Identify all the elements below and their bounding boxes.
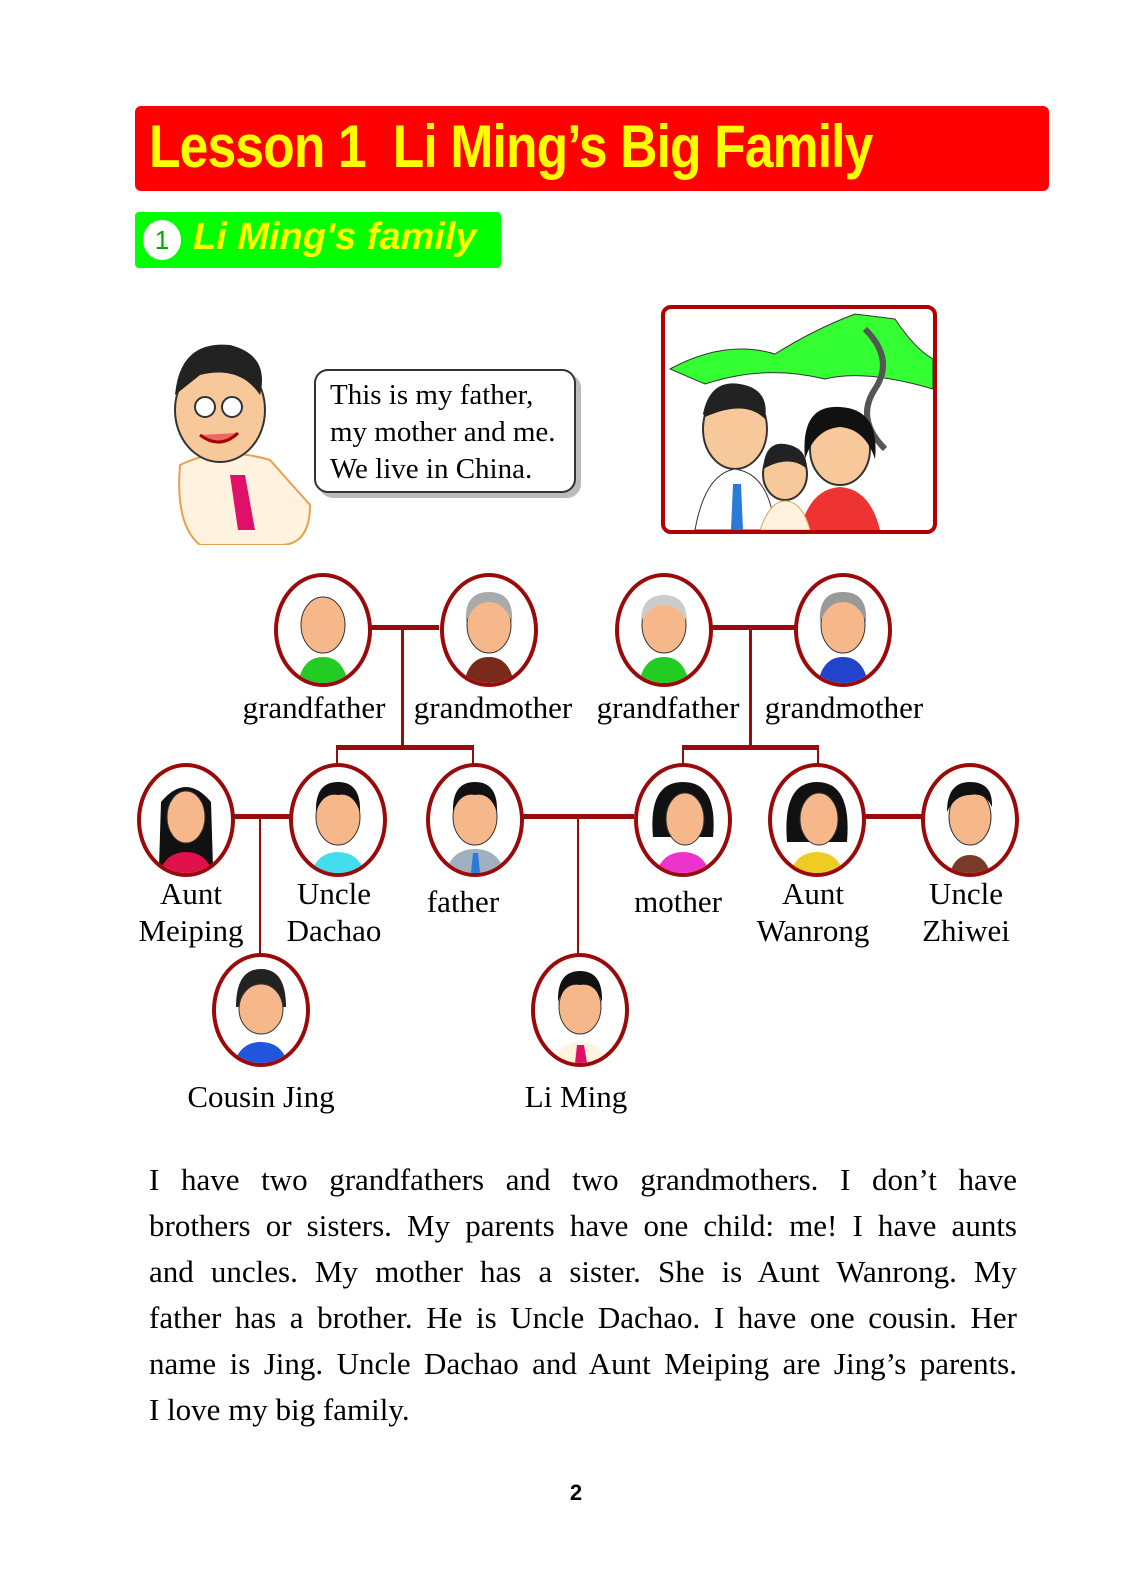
portrait-mother bbox=[634, 763, 732, 877]
connector-line bbox=[817, 745, 819, 765]
connector-line bbox=[862, 814, 922, 819]
portrait-aunt-wanrong bbox=[768, 763, 866, 877]
li-ming-illustration bbox=[160, 335, 325, 545]
paragraph-line: and uncles. My mother has a sister. She is Aunt Wanrong. My bbox=[149, 1254, 1017, 1289]
bubble-line: We live in China. bbox=[330, 453, 533, 485]
reading-paragraph bbox=[149, 1157, 1017, 1433]
lesson-title-bar bbox=[135, 106, 1049, 191]
portrait-grandmother-paternal bbox=[440, 573, 538, 687]
paragraph-line: name is Jing. Uncle Dachao and Aunt Meiping are Jing’s parents. bbox=[149, 1346, 1017, 1381]
label-line: Aunt bbox=[160, 876, 222, 911]
connector-line bbox=[577, 816, 579, 954]
section-title: Li Ming's family bbox=[193, 216, 477, 258]
portrait-li-ming bbox=[531, 953, 629, 1067]
connector-line bbox=[401, 627, 404, 747]
label-cousin-jing: Cousin Jing bbox=[187, 1079, 335, 1114]
label-grandfather: grandfather bbox=[596, 690, 740, 725]
label-line: Zhiwei bbox=[922, 913, 1010, 948]
label-line: Meiping bbox=[138, 913, 244, 948]
label-line: Uncle bbox=[928, 876, 1004, 911]
label-line: Wanrong bbox=[756, 913, 870, 948]
connector-line bbox=[369, 625, 439, 630]
portrait-father bbox=[426, 763, 524, 877]
label-grandfather: grandfather bbox=[242, 690, 386, 725]
lesson-title: Lesson 1 Li Ming’s Big Family bbox=[149, 113, 873, 180]
portrait-uncle-dachao bbox=[289, 763, 387, 877]
bubble-line: my mother and me. bbox=[330, 416, 556, 448]
page-number: 2 bbox=[569, 1480, 583, 1505]
connector-line bbox=[472, 745, 474, 765]
label-aunt-wanrong bbox=[757, 875, 870, 949]
label-mother: mother bbox=[634, 884, 722, 919]
paragraph-line: I love my big family. bbox=[149, 1392, 410, 1427]
label-father: father bbox=[426, 884, 500, 919]
connector-line bbox=[232, 814, 290, 819]
label-grandmother: grandmother bbox=[413, 690, 573, 725]
label-aunt-meiping bbox=[138, 875, 243, 949]
label-line: Dachao bbox=[286, 913, 382, 948]
portrait-grandmother-maternal bbox=[794, 573, 892, 687]
connector-line bbox=[710, 625, 795, 630]
section-header bbox=[135, 212, 501, 268]
label-grandmother: grandmother bbox=[764, 690, 924, 725]
portrait-grandfather-paternal bbox=[274, 573, 372, 687]
section-number: 1 bbox=[143, 220, 181, 260]
paragraph-line: I have two grandfathers and two grandmothers. I don’t have bbox=[149, 1162, 1017, 1197]
family-photo-great-wall bbox=[661, 305, 937, 534]
portrait-grandfather-maternal bbox=[615, 573, 713, 687]
paragraph-line: brothers or sisters. My parents have one child: me! I have aunts bbox=[149, 1208, 1017, 1243]
bubble-line: This is my father, bbox=[330, 379, 534, 411]
connector-line bbox=[749, 627, 752, 747]
label-line: Aunt bbox=[781, 876, 844, 911]
label-uncle-zhiwei bbox=[922, 875, 1010, 949]
connector-line bbox=[259, 816, 261, 954]
portrait-cousin-jing bbox=[212, 953, 310, 1067]
speech-bubble bbox=[314, 369, 576, 493]
portrait-uncle-zhiwei bbox=[921, 763, 1019, 877]
connector-line bbox=[336, 745, 474, 750]
label-uncle-dachao bbox=[287, 875, 382, 949]
paragraph-line: father has a brother. He is Uncle Dachao. I have one cousin. Her bbox=[149, 1300, 1017, 1335]
label-line: Uncle bbox=[296, 876, 372, 911]
connector-line bbox=[682, 745, 819, 750]
label-li-ming: Li Ming bbox=[524, 1079, 628, 1114]
connector-line bbox=[682, 745, 684, 765]
connector-line bbox=[336, 745, 338, 765]
portrait-aunt-meiping bbox=[137, 763, 235, 877]
